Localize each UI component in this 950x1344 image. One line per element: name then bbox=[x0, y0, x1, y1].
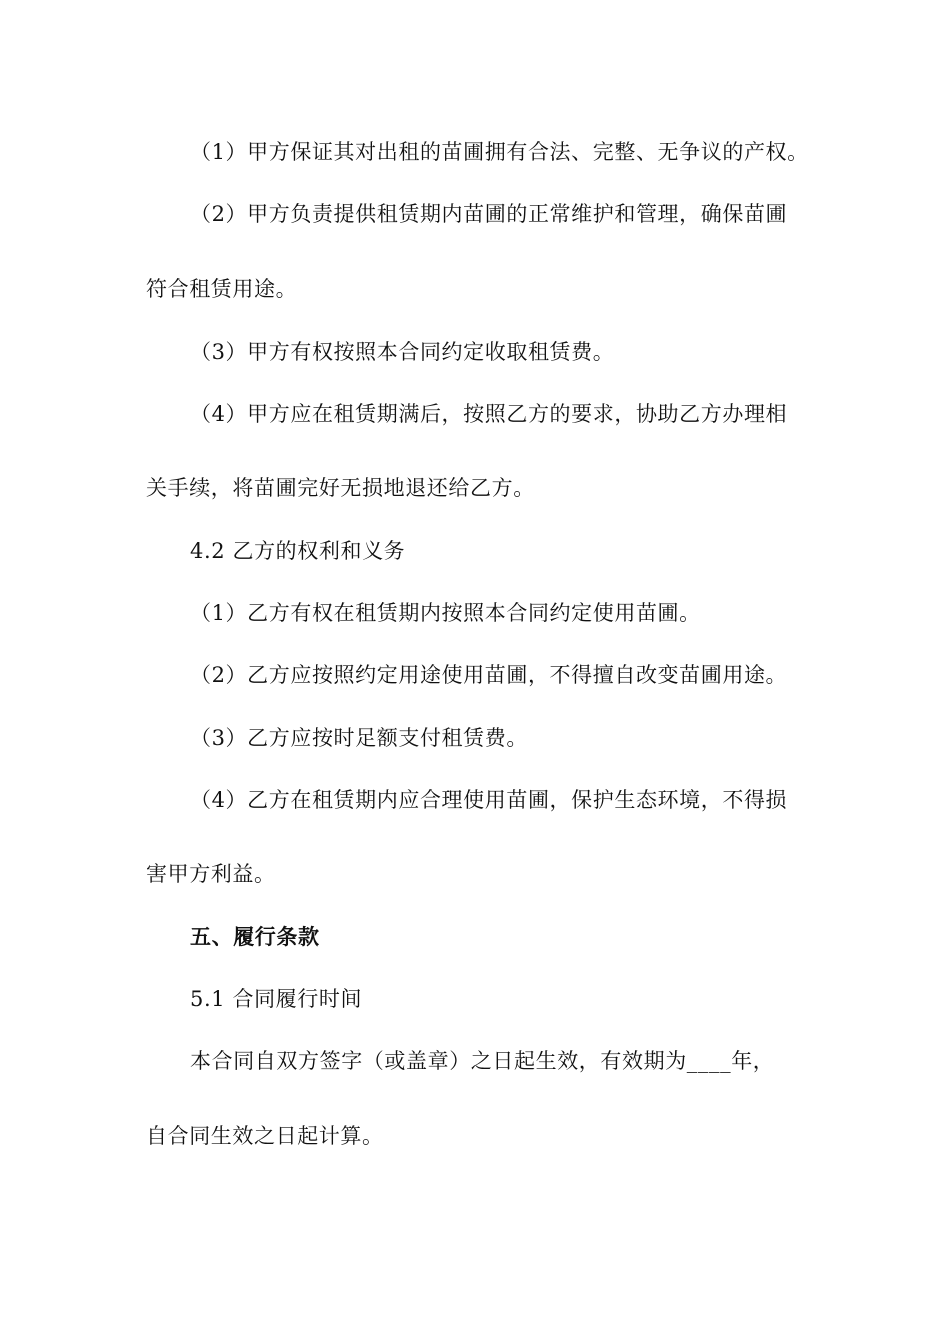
clause-party-a-3: （3）甲方有权按照本合同约定收取租赁费。 bbox=[190, 340, 615, 364]
section-5-heading: 五、履行条款 bbox=[190, 924, 320, 949]
clause-party-b-1: （1）乙方有权在租赁期内按照本合同约定使用苗圃。 bbox=[190, 601, 701, 625]
clause-party-b-4: （4）乙方在租赁期内应合理使用苗圃，保护生态环境，不得损 bbox=[190, 788, 788, 812]
clause-party-a-4-cont: 关手续，将苗圃完好无损地退还给乙方。 bbox=[146, 476, 535, 500]
performance-term-text: 本合同自双方签字（或盖章）之日起生效，有效期为____年， bbox=[190, 1049, 775, 1073]
clause-party-b-2: （2）乙方应按照约定用途使用苗圃，不得擅自改变苗圃用途。 bbox=[190, 663, 788, 687]
performance-term-text-cont: 自合同生效之日起计算。 bbox=[146, 1124, 384, 1148]
clause-party-b-4-cont: 害甲方利益。 bbox=[146, 862, 276, 886]
clause-party-a-1: （1）甲方保证其对出租的苗圃拥有合法、完整、无争议的产权。 bbox=[190, 140, 809, 164]
clause-party-a-2: （2）甲方负责提供租赁期内苗圃的正常维护和管理，确保苗圃 bbox=[190, 202, 788, 226]
section-4-2-title: 4.2 乙方的权利和义务 bbox=[190, 539, 406, 563]
clause-party-a-2-cont: 符合租赁用途。 bbox=[146, 277, 298, 301]
section-5-1-title: 5.1 合同履行时间 bbox=[190, 987, 363, 1011]
clause-party-b-3: （3）乙方应按时足额支付租赁费。 bbox=[190, 726, 528, 750]
clause-party-a-4: （4）甲方应在租赁期满后，按照乙方的要求，协助乙方办理相 bbox=[190, 402, 788, 426]
